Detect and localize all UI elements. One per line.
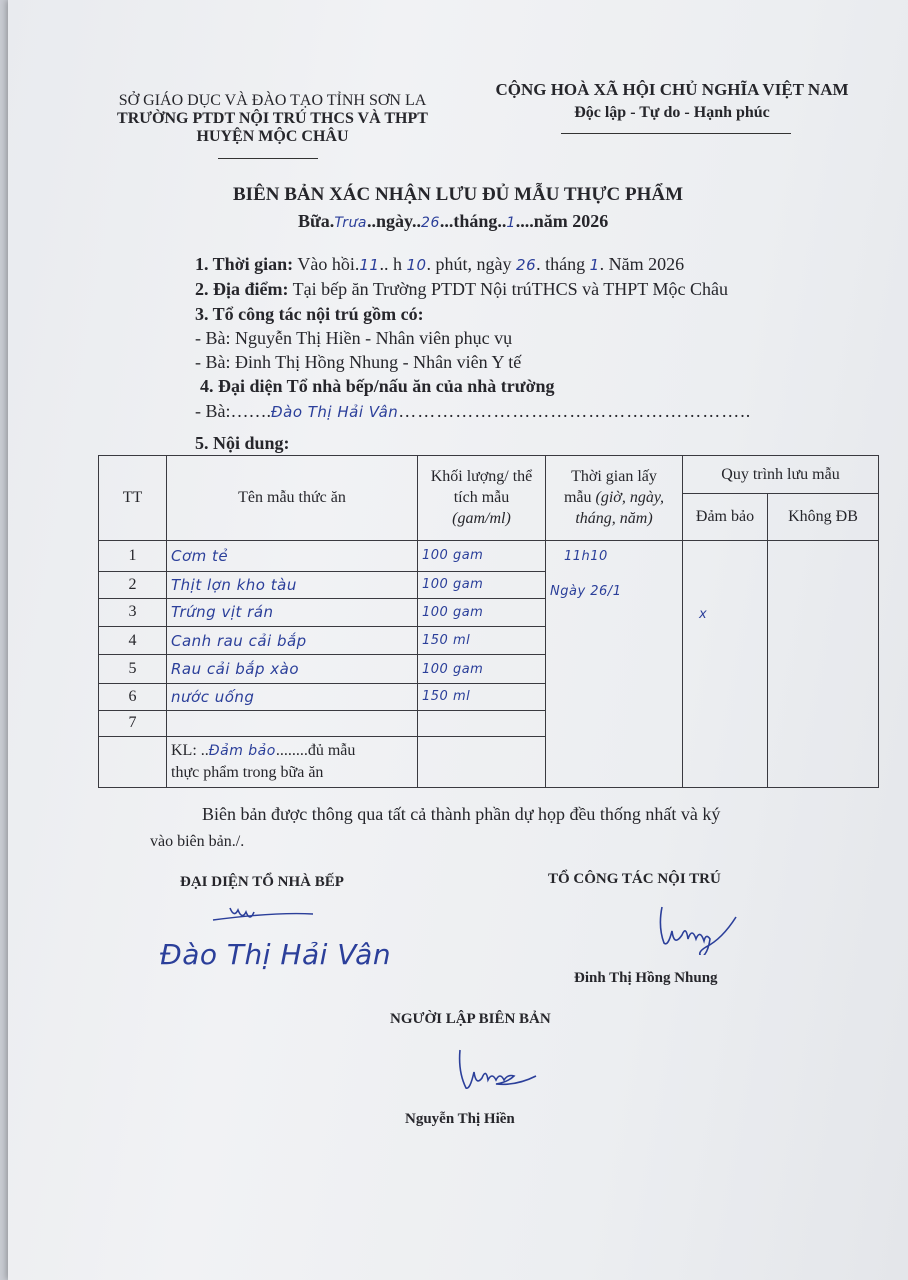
col-header-not-ok: Không ĐB [768,494,879,541]
table-row: 1 Cơm tẻ 100 gam 11h10 Ngày 26/1 x [99,540,879,571]
ministry-line: SỞ GIÁO DỤC VÀ ĐÀO TẠO TỈNH SƠN LA [118,92,427,109]
table-row: 2 Thịt lợn kho tàu 100 gam [99,571,879,599]
col-header-weight: Khối lượng/ thể tích mẫu (gam/ml) [418,456,546,541]
item-team-label: 3. Tổ công tác nội trú gồm có: [195,304,424,324]
ok-cell [683,540,768,787]
document-title: BIÊN BẢN XÁC NHẬN LƯU ĐỦ MẪU THỰC PHẨM [233,184,684,205]
ok-mark: x [699,606,708,622]
team-signature [648,895,778,955]
hour-value: 11 [359,256,380,274]
header-left [100,92,445,146]
not-ok-cell [768,540,879,787]
district-line: HUYỆN MỘC CHÂU [196,128,349,145]
food-sample-table [98,455,879,788]
team-member-2: - Bà: Đinh Thị Hồng Nhung - Nhân viên Y tế [195,352,522,372]
day-value: 26 [516,256,537,274]
table-row: 3 Trứng vịt rán 100 gam [99,599,879,627]
col-header-tt: TT [99,456,167,541]
meal-value: Trưa [334,215,367,231]
creator-signature [448,1040,558,1100]
day-value: 26 [421,215,440,231]
kitchen-representative: - Bà:…….Đào Thị Hải Vân……………………………………………….. [195,401,752,421]
table-row: 5 Rau cải bắp xào 100 gam [99,655,879,684]
kitchen-sign-title: ĐẠI DIỆN TỔ NHÀ BẾP [180,874,344,890]
minute-value: 10 [406,256,427,274]
item-location: 2. Địa điểm: Tại bếp ăn Trường PTDT Nội trúTHCS và THPT Mộc Châu [195,279,728,299]
team-sign-title: TỔ CÔNG TÁC NỘI TRÚ [548,871,721,887]
table-row: 7 [99,710,879,737]
kitchen-rep-name: Đào Thị Hải Vân [271,403,399,421]
team-signer-name: Đinh Thị Hồng Nhung [574,970,718,986]
item-time: 1. Thời gian: Vào hồi.11.. h 10. phút, ngày 26. tháng 1. Năm 2026 [195,254,685,274]
closing-statement-end: vào biên bản./. [150,833,245,850]
team-member-1: - Bà: Nguyễn Thị Hiền - Nhân viên phục vụ [195,328,513,348]
col-header-name: Tên mẫu thức ăn [167,456,418,541]
sample-date: Ngày 26/1 [550,583,622,599]
col-header-time: Thời gian lấy mẫu (giờ, ngày, tháng, năm) [546,456,683,541]
sample-time: 11h10 [564,548,608,564]
col-header-process: Quy trình lưu mẫu [683,456,879,494]
item-content-label: 5. Nội dung: [195,433,290,453]
motto-line: Độc lập - Tự do - Hạnh phúc [574,104,770,121]
table-row: 4 Canh rau cải bắp 150 ml [99,626,879,655]
creator-name: Nguyễn Thị Hiền [405,1111,515,1127]
conclusion-cell: KL: ..Đảm bảo........đủ mẫu thực phẩm trong bữa ăn [167,737,418,788]
month-value: 1 [589,256,600,274]
time-cell [546,540,683,787]
closing-statement: Biên bản được thông qua tất cả thành phần dự họp đều thống nhất và ký [202,804,721,824]
creator-sign-title: NGƯỜI LẬP BIÊN BẢN [390,1011,551,1027]
item-kitchen-label: 4. Đại diện Tổ nhà bếp/nấu ăn của nhà trường [200,376,555,396]
header-right-underline [561,133,791,134]
month-value: 1 [506,215,516,231]
school-line: TRƯỜNG PTDT NỘI TRÚ THCS VÀ THPT [117,110,428,127]
meal-date-line: Bữa.Trưa..ngày..26...tháng..1....năm 2026 [298,211,609,231]
kitchen-sign-handwritten-name: Đào Thị Hải Vân [160,938,392,971]
header-right [482,80,862,122]
table-row: 6 nước uống 150 ml [99,683,879,710]
conclusion-value: Đảm bảo [208,743,276,759]
document-page [8,0,908,1280]
col-header-ok: Đảm bảo [683,494,768,541]
nation-line: CỘNG HOÀ XÃ HỘI CHỦ NGHĨA VIỆT NAM [495,80,849,99]
header-left-underline [218,158,318,159]
